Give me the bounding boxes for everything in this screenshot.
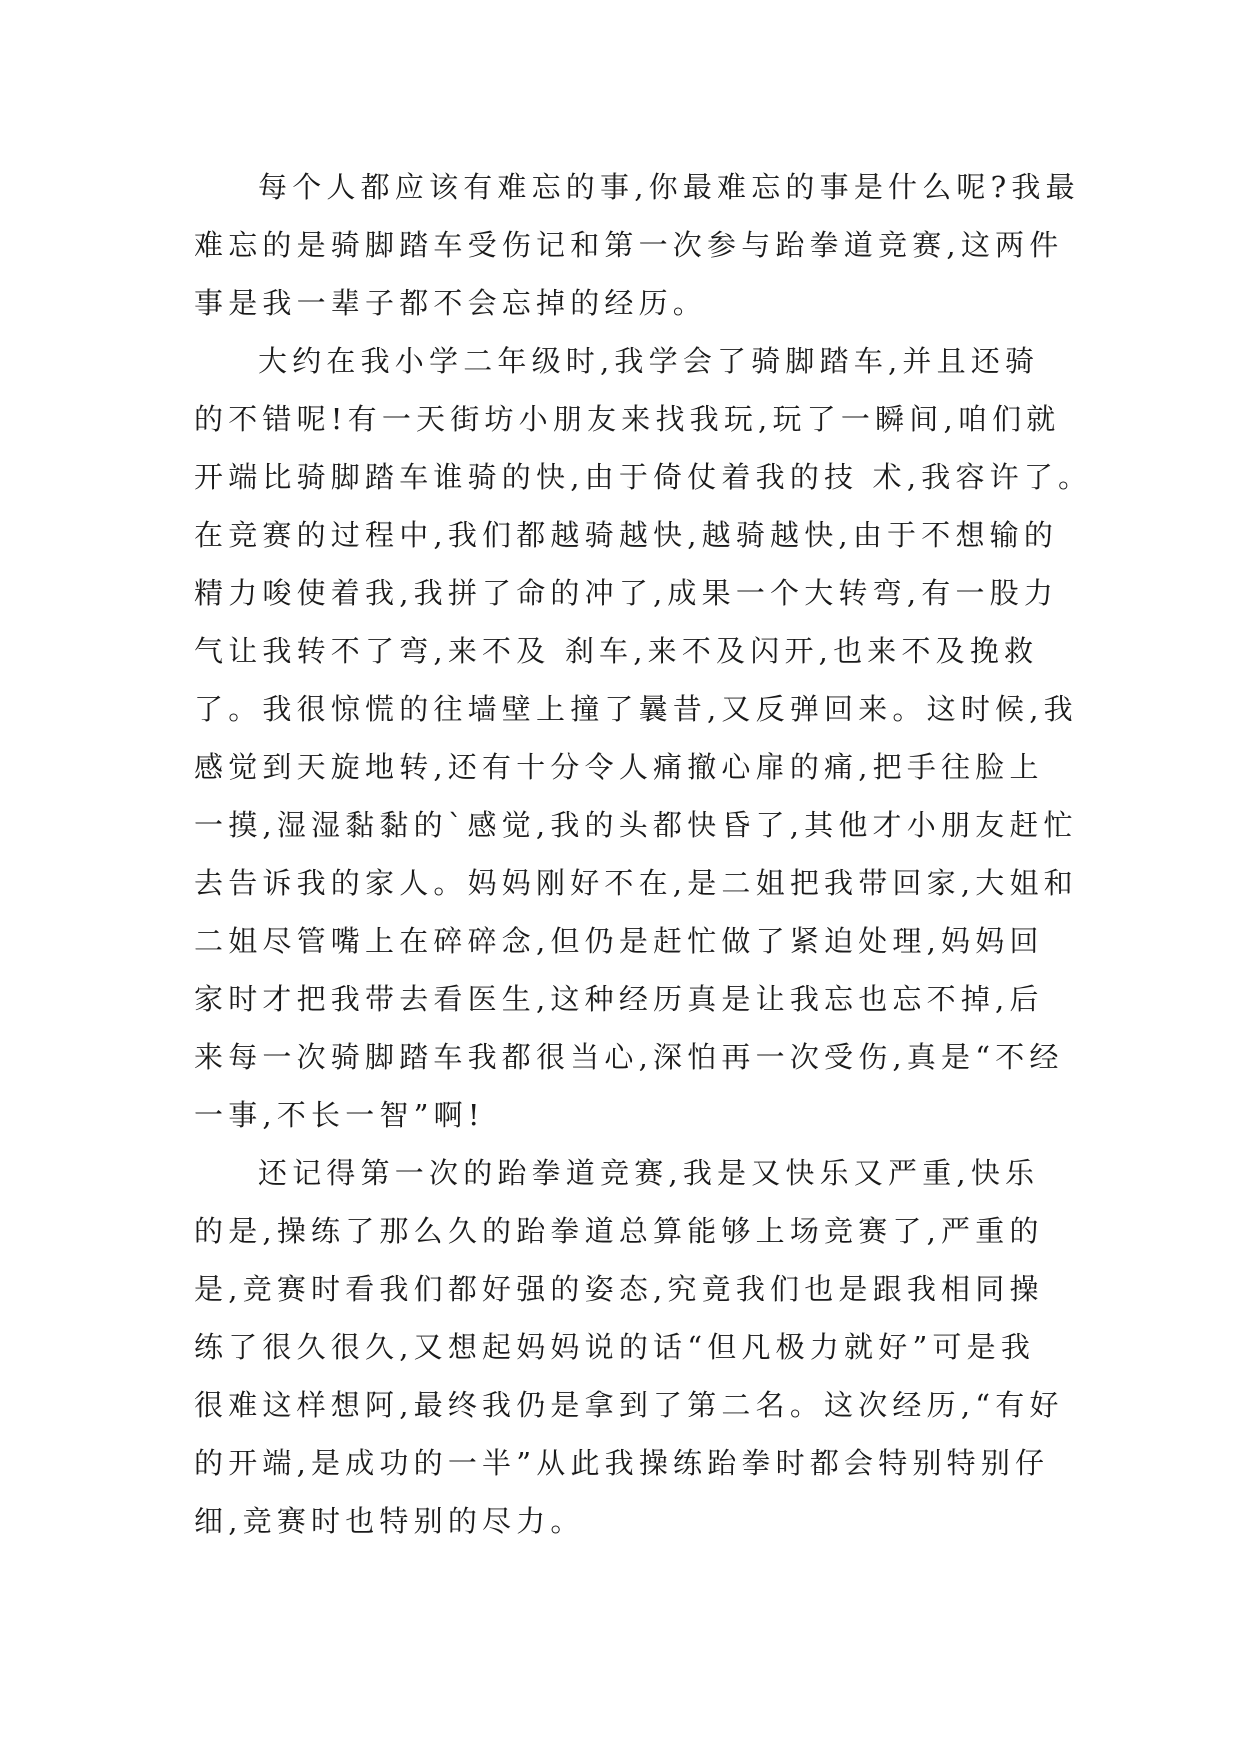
text-line: 难忘的是骑脚踏车受伤记和第一次参与跆拳道竞赛,这两件: [194, 228, 1064, 262]
text-line: 二姐尽管嘴上在碎碎念,但仍是赶忙做了紧迫处理,妈妈回: [194, 924, 1044, 958]
text-line: 的开端,是成功的一半”从此我操练跆拳时都会特别特别仔: [194, 1446, 1050, 1480]
text-line: 事是我一辈子都不会忘掉的经历。: [194, 286, 708, 320]
text-line: 的不错呢!有一天街坊小朋友来找我玩,玩了一瞬间,咱们就: [194, 402, 1061, 436]
paragraph-bicycle: [194, 332, 1093, 1144]
text-line: 精力唆使着我,我拼了命的冲了,成果一个大转弯,有一股力: [194, 576, 1059, 610]
text-line: 大约在我小学二年级时,我学会了骑脚踏车,并且还骑: [258, 344, 1040, 378]
text-line: 了。我很惊慌的往墙壁上撞了曩昔,又反弹回来。这时候,我: [194, 692, 1078, 726]
text-line: 每个人都应该有难忘的事,你最难忘的事是什么呢?我最: [258, 170, 1080, 204]
document-body: [194, 158, 1093, 1550]
paragraph-intro: [194, 158, 1080, 332]
text-line: 一事,不长一智”啊!: [194, 1098, 485, 1132]
text-line: 的是,操练了那么久的跆拳道总算能够上场竞赛了,严重的: [194, 1214, 1044, 1248]
text-line: 练了很久很久,又想起妈妈说的话“但凡极力就好”可是我: [194, 1330, 1036, 1364]
text-line: 家时才把我带去看医生,这种经历真是让我忘也忘不掉,后: [194, 982, 1044, 1016]
text-line: 去告诉我的家人。妈妈刚好不在,是二姐把我带回家,大姐和: [194, 866, 1078, 900]
text-line: 一摸,湿湿黏黏的`感觉,我的头都快昏了,其他才小朋友赶忙: [194, 808, 1078, 842]
text-line: 很难这样想阿,最终我仍是拿到了第二名。这次经历,“有好: [194, 1388, 1064, 1422]
paragraph-taekwondo: [194, 1144, 1074, 1550]
text-line: 在竞赛的过程中,我们都越骑越快,越骑越快,由于不想输的: [194, 518, 1059, 552]
text-line: 是,竞赛时看我们都好强的姿态,究竟我们也是跟我相同操: [194, 1272, 1044, 1306]
text-line: 来每一次骑脚踏车我都很当心,深怕再一次受伤,真是“不经: [194, 1040, 1064, 1074]
text-line: 开端比骑脚踏车谁骑的快,由于倚仗着我的技 术,我容许了。: [194, 460, 1093, 494]
text-line: 气让我转不了弯,来不及 刹车,来不及闪开,也来不及挽救: [194, 634, 1039, 668]
text-line: 还记得第一次的跆拳道竞赛,我是又快乐又严重,快乐: [258, 1156, 1040, 1190]
text-line: 感觉到天旋地转,还有十分令人痛撤心扉的痛,把手往脸上: [194, 750, 1044, 784]
text-line: 细,竞赛时也特别的尽力。: [194, 1504, 585, 1538]
